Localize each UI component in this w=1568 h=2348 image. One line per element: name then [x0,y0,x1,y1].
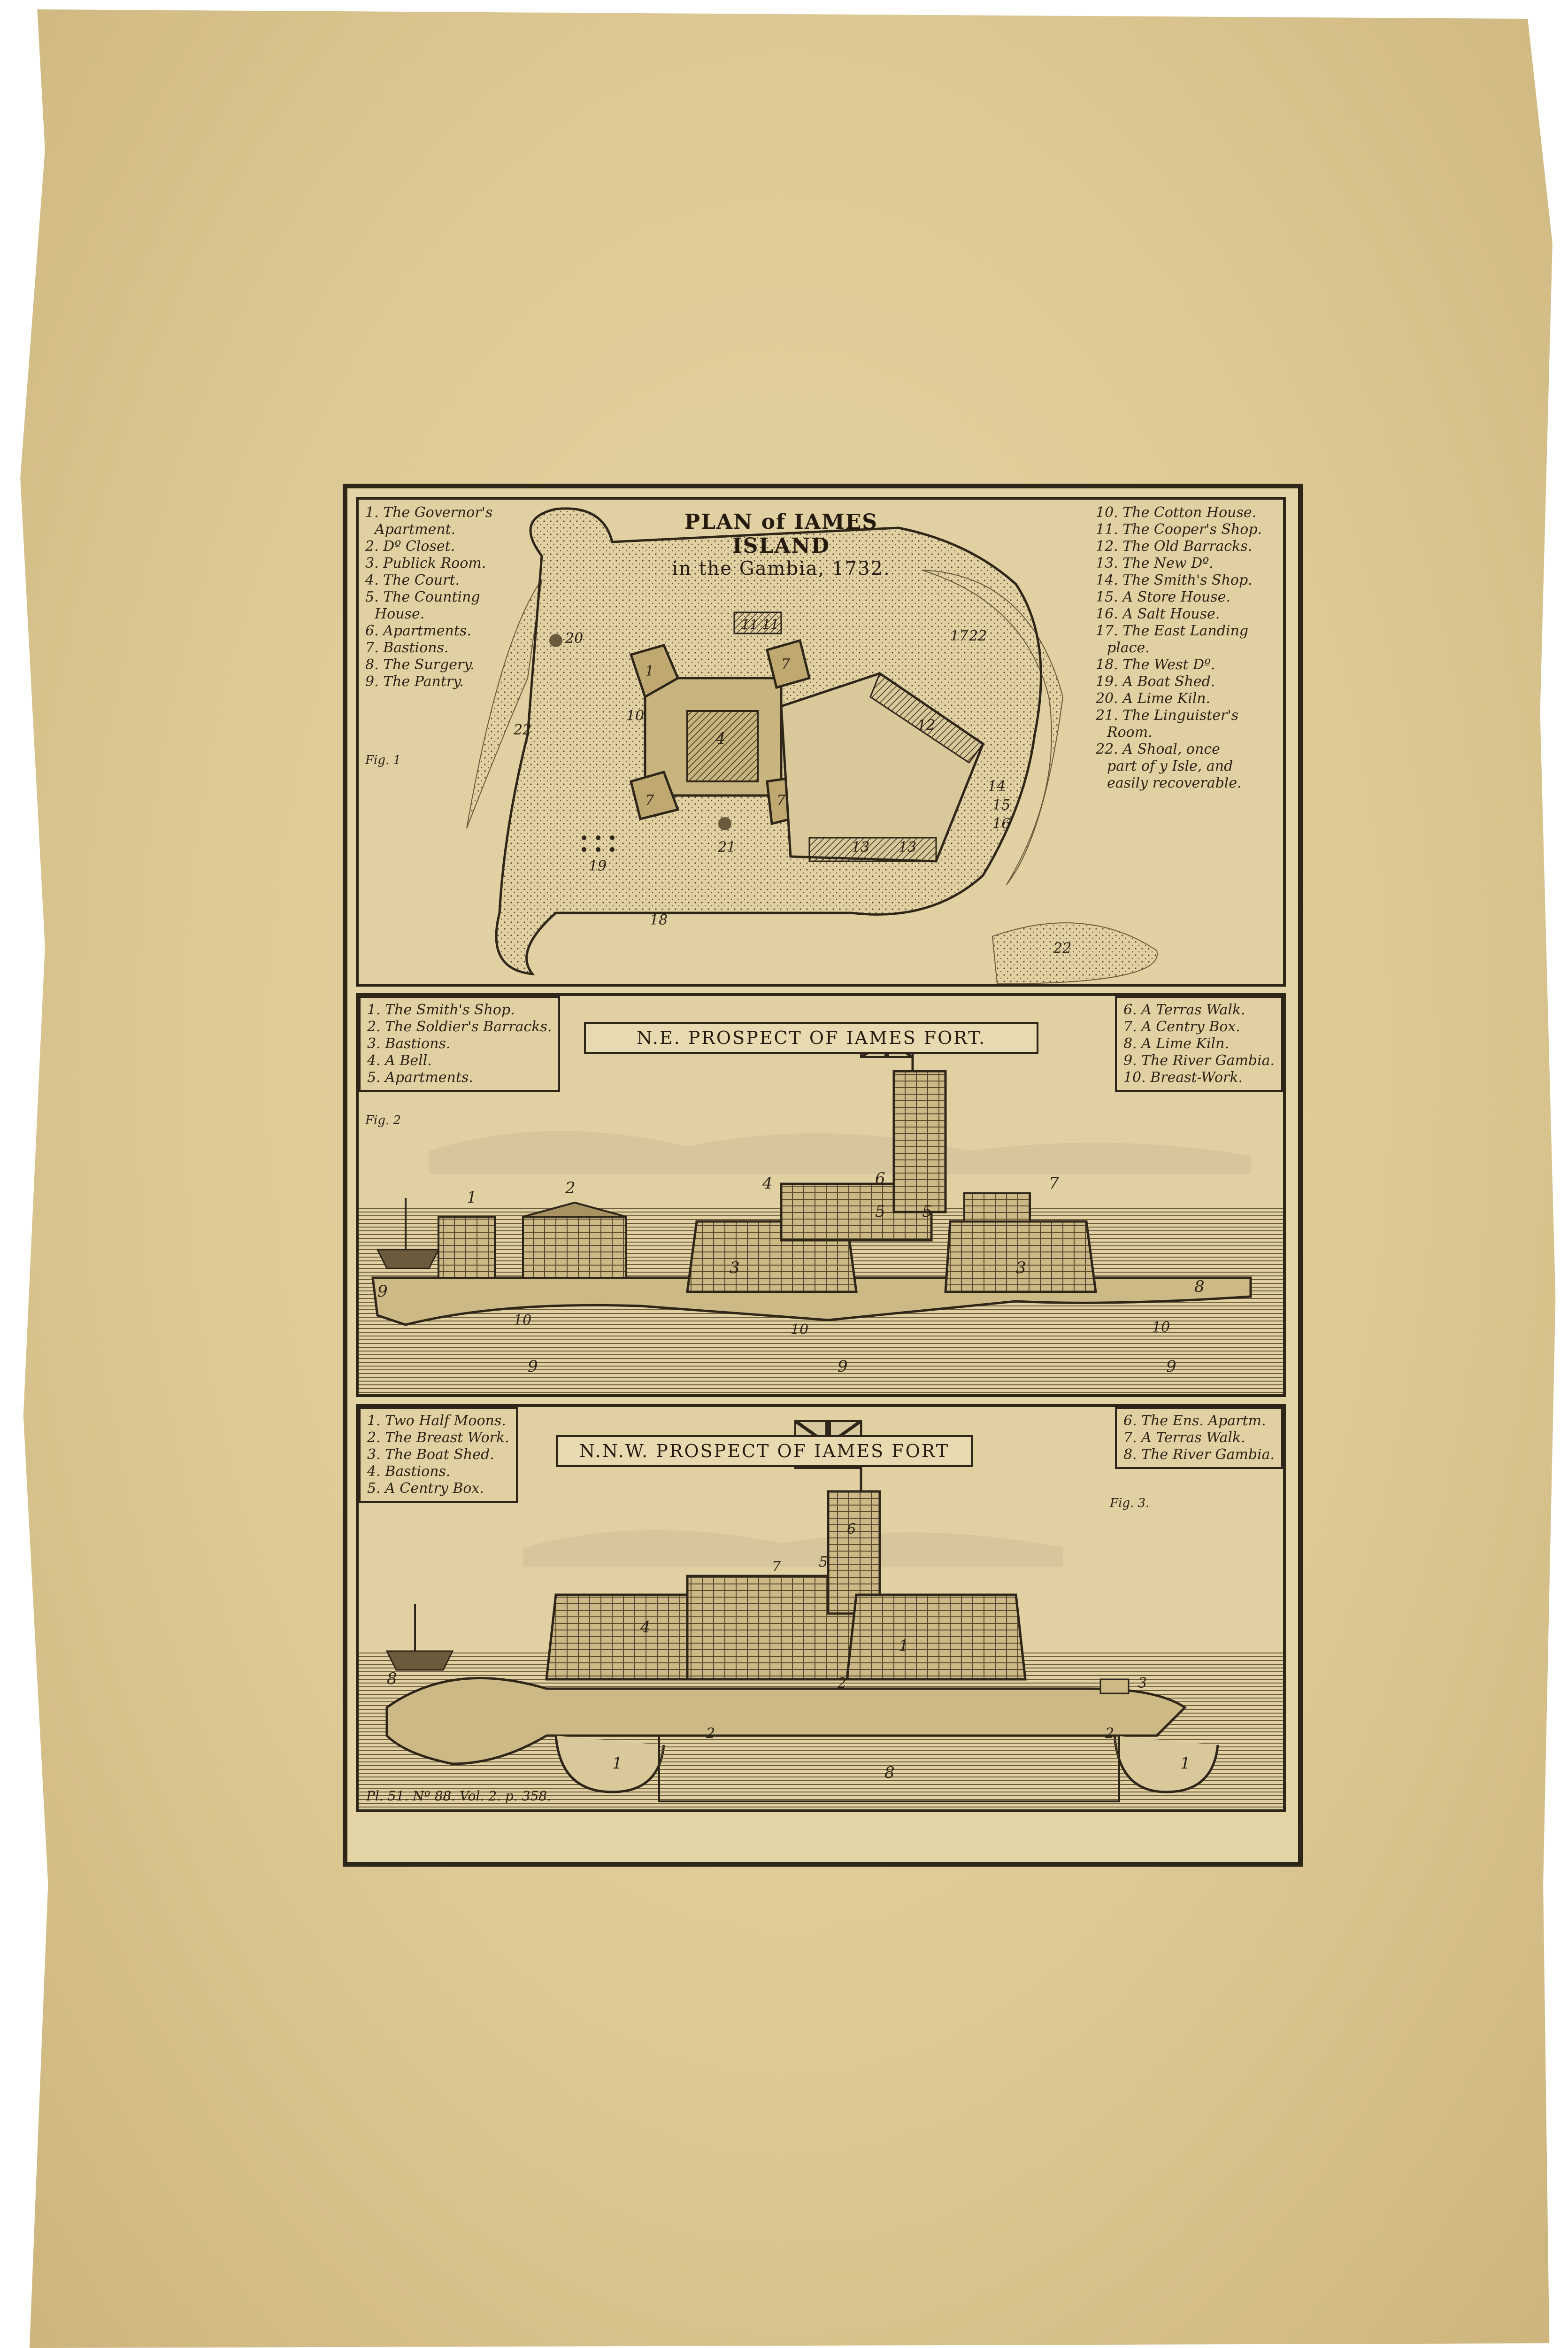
figure-label: Fig. 3. [1110,1496,1150,1510]
plan-legend-right [1096,504,1262,792]
svg-text:4: 4 [715,729,726,748]
svg-text:7: 7 [1049,1174,1059,1193]
svg-text:8: 8 [1194,1277,1205,1296]
smiths-shop [438,1217,495,1278]
legend-item: 14. The Smith's Shop. [1096,572,1253,588]
svg-text:13: 13 [852,839,870,856]
legend-item: 22. A Shoal, once [1096,741,1220,757]
legend-item: 8. A Lime Kiln. [1123,1035,1230,1052]
svg-text:4: 4 [762,1174,773,1193]
legend-item: Apartment. [375,521,456,538]
svg-text:9: 9 [838,1357,848,1376]
svg-text:7: 7 [781,656,791,672]
svg-text:5: 5 [922,1202,932,1221]
bastion-b [945,1221,1096,1292]
shoal-south [992,923,1157,984]
legend-item: 17. The East Landing [1096,623,1249,639]
svg-text:12: 12 [917,717,936,734]
svg-text:1: 1 [612,1754,623,1773]
legend-item: 1. The Governor's [365,504,493,521]
legend-item: 6. A Terras Walk. [1123,1002,1245,1018]
legend-item: 5. Apartments. [367,1069,473,1086]
legend-item: House. [375,606,425,622]
bastion-east [847,1595,1025,1679]
boat-shed [1100,1679,1129,1693]
svg-text:7: 7 [645,792,654,809]
svg-text:1: 1 [467,1188,477,1207]
legend-item: 9. The Pantry. [365,673,464,690]
svg-text:3: 3 [1138,1675,1147,1691]
svg-text:8: 8 [387,1669,397,1688]
svg-text:22: 22 [969,628,987,644]
nnw-legend-right [1115,1407,1283,1469]
tower [894,1071,945,1212]
bastion-west [546,1595,697,1679]
svg-text:4: 4 [640,1618,651,1637]
legend-item: 5. The Counting [365,589,480,605]
svg-text:10: 10 [1152,1319,1170,1336]
svg-text:2: 2 [565,1179,576,1197]
legend-item: 6. Apartments. [365,623,471,639]
new-barracks [809,838,936,861]
svg-text:9: 9 [377,1282,388,1301]
legend-item: 3. Bastions. [367,1035,451,1052]
plate-reference: Pl. 51. Nº 88. Vol. 2. p. 358. [366,1788,551,1804]
svg-text:9: 9 [1166,1357,1176,1376]
svg-text:3: 3 [730,1259,740,1277]
linguisters-room [718,817,731,830]
ship [377,1250,438,1268]
legend-item: easily recoverable. [1107,775,1242,791]
legend-item: 8. The Surgery. [365,657,475,673]
svg-text:10: 10 [514,1312,532,1328]
legend-item: 4. Bastions. [367,1463,451,1480]
lime-kiln [549,634,562,647]
legend-item: 3. Publick Room. [365,555,486,572]
legend-item: 21. The Linguister's [1096,707,1239,724]
svg-text:22: 22 [1053,940,1072,957]
svg-text:21: 21 [718,839,736,856]
nnw-legend-left [359,1407,518,1503]
svg-text:2: 2 [838,1675,847,1691]
legend-item: 18. The West Dº. [1096,657,1215,673]
svg-text:5: 5 [875,1202,885,1221]
svg-text:11 11: 11 11 [741,617,779,632]
svg-text:1: 1 [1180,1754,1191,1773]
legend-item: 8. The River Gambia. [1123,1446,1275,1463]
svg-text:1: 1 [899,1637,909,1655]
figure-label: Fig. 2 [365,1113,401,1128]
svg-text:5: 5 [819,1554,828,1570]
svg-text:16: 16 [992,816,1011,832]
ne-prospect-title-banner: N.E. PROSPECT OF IAMES FORT. [584,1022,1038,1054]
svg-text:22: 22 [514,722,532,738]
soldiers-barracks [523,1217,626,1278]
plan-panel [356,497,1286,987]
plan-title-line1: PLAN of IAMES ISLAND [684,510,878,558]
svg-text:10: 10 [626,708,645,724]
svg-text:7: 7 [776,792,786,809]
svg-text:13: 13 [899,839,917,856]
figure-label: Fig. 1 [365,753,401,767]
legend-item: 19. A Boat Shed. [1096,673,1215,690]
legend-item: 2. Dº Closet. [365,538,455,555]
legend-item: 1. The Smith's Shop. [367,1002,515,1018]
legend-item: 9. The River Gambia. [1123,1052,1275,1069]
svg-text:10: 10 [791,1321,809,1338]
legend-item: 4. A Bell. [367,1052,432,1069]
legend-item: 2. The Soldier's Barracks. [367,1019,552,1035]
svg-text:15: 15 [992,797,1011,813]
svg-text:7: 7 [772,1559,781,1575]
svg-text:20: 20 [565,630,584,647]
nnw-prospect-panel [356,1404,1286,1812]
legend-item: 7. A Centry Box. [1123,1019,1240,1035]
legend-item: 3. The Boat Shed. [367,1446,494,1463]
legend-item: 7. Bastions. [365,640,449,656]
legend-item: 7. A Terras Walk. [1123,1429,1245,1446]
svg-text:18: 18 [650,912,668,928]
legend-item: 15. A Store House. [1096,589,1230,605]
legend-item: 1. Two Half Moons. [367,1413,506,1429]
svg-text:14: 14 [988,778,1006,795]
legend-item: 5. A Centry Box. [367,1480,484,1497]
svg-text:17: 17 [950,628,968,644]
legend-item: 11. The Cooper's Shop. [1096,521,1262,538]
svg-text:6: 6 [875,1169,885,1188]
ship [387,1651,453,1670]
engraving-plate [343,484,1303,1867]
nnw-prospect-title-banner: N.N.W. PROSPECT OF IAMES FORT [556,1435,973,1467]
ne-prospect-panel [356,993,1286,1397]
legend-item: 2. The Breast Work. [367,1429,509,1446]
svg-text:6: 6 [847,1521,856,1537]
svg-text:9: 9 [528,1357,538,1376]
legend-item: 4. The Court. [365,572,460,588]
ne-legend-right [1115,996,1283,1092]
legend-item: 10. Breast-Work. [1123,1069,1243,1086]
svg-text:2: 2 [1105,1725,1115,1742]
ne-legend-left [359,996,560,1092]
legend-item: place. [1107,640,1150,656]
centry-box [964,1193,1030,1221]
legend-item: 6. The Ens. Apartm. [1123,1413,1266,1429]
svg-text:19: 19 [589,858,607,874]
legend-item: Room. [1107,724,1153,741]
legend-item: part of y Isle, and [1107,758,1233,774]
plan-title-line2: in the Gambia, 1732. [672,558,891,579]
svg-text:8: 8 [884,1763,895,1782]
plan-legend-left [365,504,492,690]
svg-text:3: 3 [1016,1259,1026,1277]
svg-text:2: 2 [706,1725,715,1742]
legend-item: 20. A Lime Kiln. [1096,690,1211,707]
plan-title [659,510,903,579]
legend-item: 12. The Old Barracks. [1096,538,1253,555]
legend-item: 10. The Cotton House. [1096,504,1257,521]
svg-text:1: 1 [645,663,654,680]
legend-item: 13. The New Dº. [1096,555,1214,572]
legend-item: 16. A Salt House. [1096,606,1220,622]
